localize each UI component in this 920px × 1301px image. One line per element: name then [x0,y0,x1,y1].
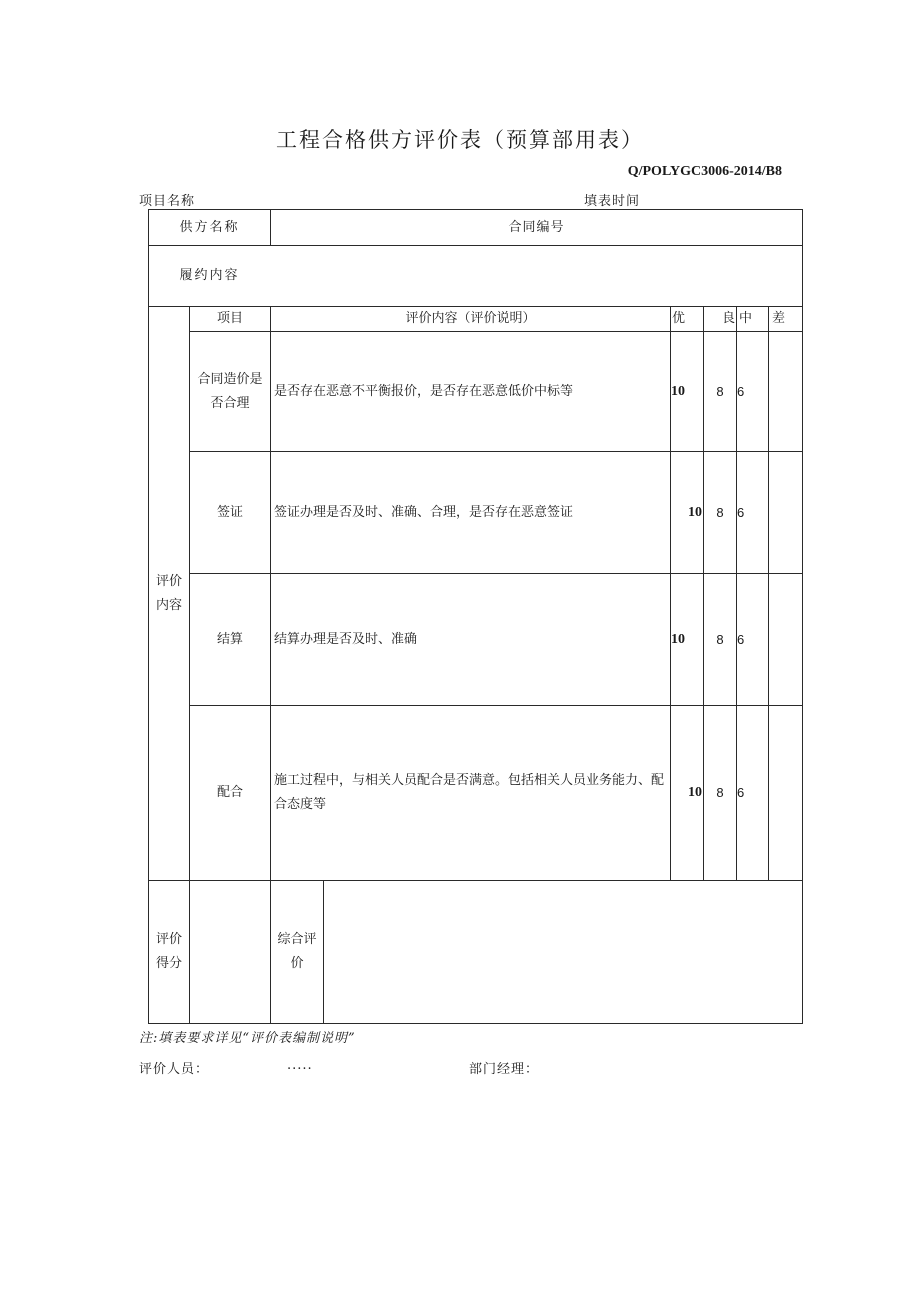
criteria-item: 结算 [216,631,243,647]
header-good: 良 [721,311,735,326]
evaluator-value[interactable]: ..... [287,1058,313,1073]
score-medium: 6 [737,785,745,800]
header-item: 项目 [216,311,243,326]
score-excellent: 10 [688,504,702,520]
header-medium: 中 [739,311,753,326]
overall-label: 综合评价 [277,932,317,971]
project-name-label: 项目名称 [139,194,196,209]
score-good: 8 [716,383,724,399]
fill-note: 注:填表要求详见“评价表编制说明” [139,1031,356,1046]
score-label: 评价得分 [155,932,182,971]
score-poor[interactable] [769,332,802,451]
score-medium: 6 [737,631,745,647]
contract-no-label: 合同编号 [508,219,565,235]
eval-content-label: 评价内容 [155,573,182,613]
score-value[interactable] [190,881,270,1023]
score-medium: 6 [737,383,745,399]
criteria-item: 配合 [216,785,243,800]
score-poor[interactable] [769,452,802,573]
supplier-name-label: 供方名称 [179,219,240,235]
criteria-desc: 是否存在恶意不平衡报价，是否存在恶意低价中标等 [274,383,574,399]
score-medium: 6 [737,504,745,520]
score-good: 8 [716,631,724,647]
score-good: 8 [716,785,724,800]
fill-time-label: 填表时间 [584,194,641,209]
score-excellent: 10 [671,383,685,399]
score-poor[interactable] [769,574,802,705]
document-code: Q/POLYGC3006-2014/B8 [627,164,782,179]
criteria-item: 合同造价是否合理 [197,371,263,411]
score-good: 8 [716,504,724,520]
form-title: 工程合格供方评价表（预算部用表） [276,128,644,152]
score-poor[interactable] [769,706,802,880]
criteria-item: 签证 [216,504,243,520]
criteria-desc: 施工过程中，与相关人员配合是否满意。包括相关人员业务能力、配合态度等 [274,773,665,812]
header-poor: 差 [772,311,786,326]
performance-label: 履约内容 [179,268,240,283]
header-content: 评价内容（评价说明） [405,311,536,326]
performance-value[interactable] [271,246,802,306]
score-excellent: 10 [688,785,702,800]
criteria-desc: 结算办理是否及时、准确 [274,631,418,647]
evaluator-label: 评价人员： [139,1062,210,1077]
score-excellent: 10 [671,631,685,647]
header-excellent: 优 [672,311,686,326]
overall-value[interactable] [324,881,802,1023]
manager-label: 部门经理： [469,1062,540,1077]
criteria-desc: 签证办理是否及时、准确、合理，是否存在恶意签证 [274,504,574,520]
